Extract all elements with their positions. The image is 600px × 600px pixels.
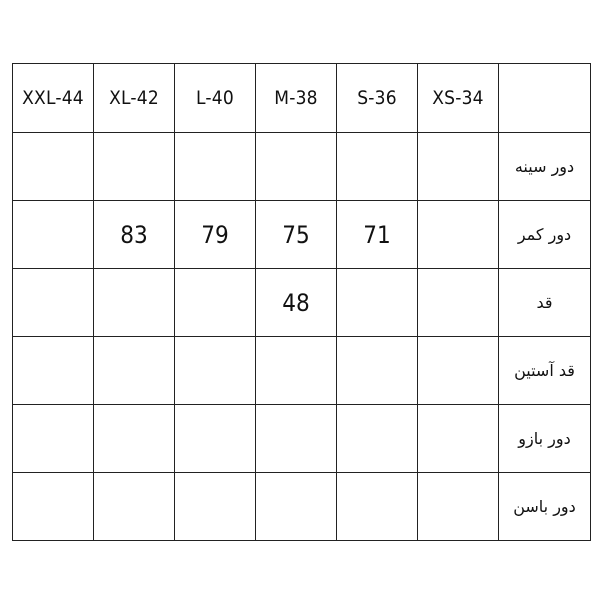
value-cell xyxy=(13,201,94,269)
row-label-length: قد xyxy=(499,269,591,337)
corner-cell xyxy=(499,64,591,133)
value-cell xyxy=(256,337,337,405)
value-cell xyxy=(94,405,175,473)
value-cell xyxy=(337,337,418,405)
table-row xyxy=(13,473,591,541)
value-cell xyxy=(337,405,418,473)
value-cell xyxy=(418,405,499,473)
value-cell xyxy=(256,473,337,541)
value-cell xyxy=(418,269,499,337)
table-row xyxy=(13,133,591,201)
value-cell xyxy=(418,201,499,269)
value-cell xyxy=(13,405,94,473)
value-cell xyxy=(13,269,94,337)
value-cell xyxy=(337,473,418,541)
size-header-xxl: XXL-44 xyxy=(13,64,94,133)
row-label-hip: دور باسن xyxy=(499,473,591,541)
value-cell xyxy=(175,269,256,337)
value-cell xyxy=(175,337,256,405)
value-cell xyxy=(256,405,337,473)
table-row xyxy=(13,201,591,269)
value-cell xyxy=(13,133,94,201)
value-cell xyxy=(94,133,175,201)
size-header-xs: XS-34 xyxy=(418,64,499,133)
size-header-l: L-40 xyxy=(175,64,256,133)
value-cell xyxy=(175,473,256,541)
table-row xyxy=(13,337,591,405)
value-cell xyxy=(13,337,94,405)
value-cell: 75 xyxy=(256,201,337,269)
value-cell: 83 xyxy=(94,201,175,269)
size-header-m: M-38 xyxy=(256,64,337,133)
header-row xyxy=(13,64,591,133)
size-header-s: S-36 xyxy=(337,64,418,133)
value-cell xyxy=(175,405,256,473)
value-cell xyxy=(13,473,94,541)
value-cell xyxy=(256,133,337,201)
size-header-xl: XL-42 xyxy=(94,64,175,133)
table-row xyxy=(13,405,591,473)
value-cell xyxy=(175,133,256,201)
value-cell: 71 xyxy=(337,201,418,269)
value-cell xyxy=(94,269,175,337)
value-cell xyxy=(337,133,418,201)
value-cell xyxy=(94,473,175,541)
value-cell xyxy=(337,269,418,337)
value-cell: 79 xyxy=(175,201,256,269)
value-cell xyxy=(418,337,499,405)
value-cell xyxy=(94,337,175,405)
row-label-arm: دور بازو xyxy=(499,405,591,473)
row-label-chest: دور سینه xyxy=(499,133,591,201)
row-label-sleeve-length: قد آستین xyxy=(499,337,591,405)
value-cell: 48 xyxy=(256,269,337,337)
table-row xyxy=(13,269,591,337)
size-chart-table xyxy=(12,63,591,541)
row-label-waist: دور کمر xyxy=(499,201,591,269)
value-cell xyxy=(418,133,499,201)
value-cell xyxy=(418,473,499,541)
